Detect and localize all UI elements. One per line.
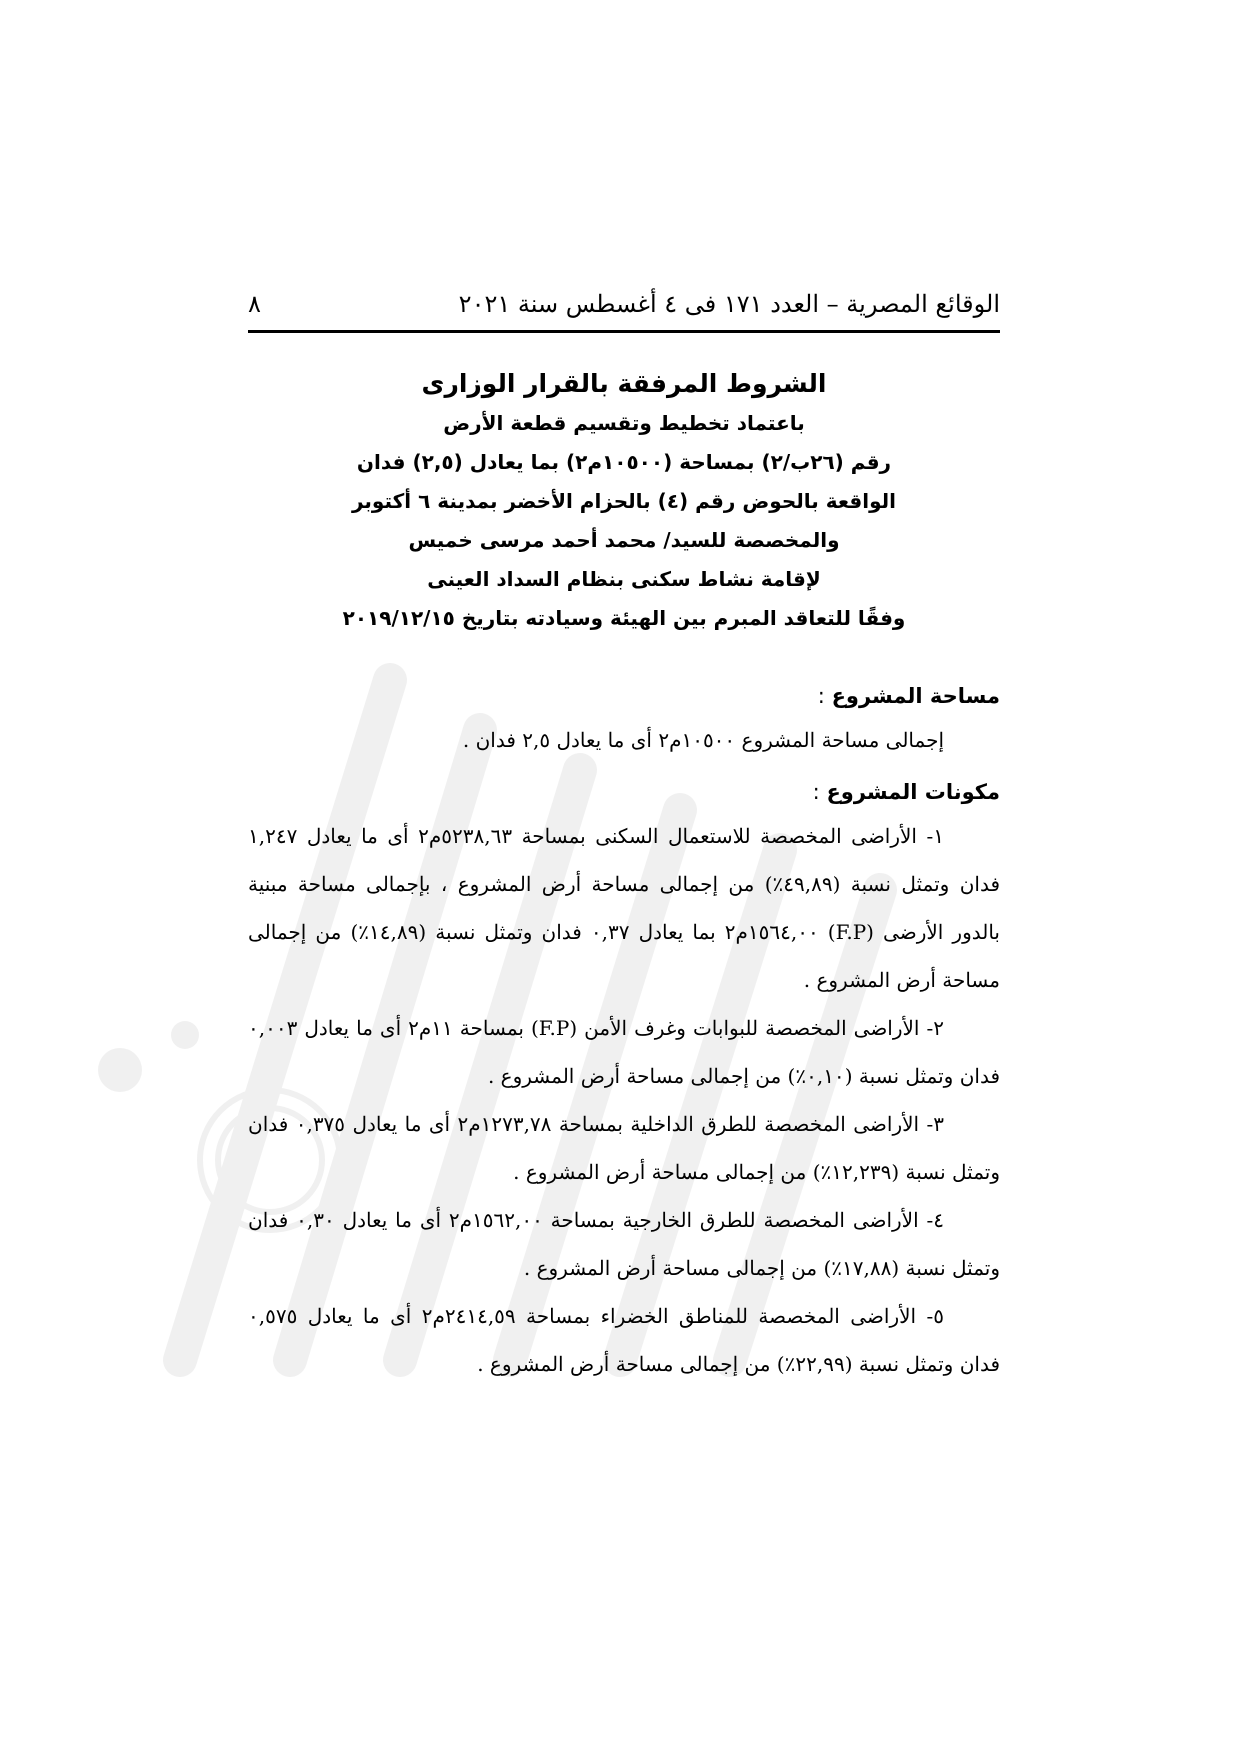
section-heading-components — [248, 772, 1000, 812]
component-paragraph: ١- الأراضى المخصصة للاستعمال السكنى بمساحة ٥٢٣٨,٦٣م٢ أى ما يعادل ١,٢٤٧ فدان وتمثل نسبة (٤٩,٨٩٪) من إجمالى مساحة أرض المشروع ، بإجمالى مساحة مبنية بالدور الأرضى (F.P) ١٥٦٤,٠٠م٢ بما يعادل ٠,٣٧ فدان وتمثل نسبة (١٤,٨٩٪) من إجمالى مساحة أرض المشروع . — [248, 824, 1001, 992]
component-paragraph: ٣- الأراضى المخصصة للطرق الداخلية بمساحة ١٢٧٣,٧٨م٢ أى ما يعادل ٠,٣٧٥ فدان وتمثل نسبة (١٢,٢٣٩٪) من إجمالى مساحة أرض المشروع . — [248, 1112, 1000, 1184]
section-heading-text: مساحة المشروع — [831, 684, 1000, 708]
area-paragraph: إجمالى مساحة المشروع ١٠٥٠٠م٢ أى ما يعادل ٢,٥ فدان . — [462, 728, 944, 752]
heading-colon: : — [812, 780, 827, 804]
title-line: باعتماد تخطيط وتقسيم قطعة الأرض — [443, 411, 805, 435]
component-paragraph: ٥- الأراضى المخصصة للمناطق الخضراء بمساحة ٢٤١٤,٥٩م٢ أى ما يعادل ٠,٥٧٥ فدان وتمثل نسبة (٢٢,٩٩٪) من إجمالى مساحة أرض المشروع . — [248, 1304, 1000, 1376]
page-header — [248, 284, 1000, 324]
document-body — [248, 676, 1000, 1388]
header-divider — [248, 330, 1000, 333]
title-line: رقم (٢٦ب/٢) بمساحة (١٠٥٠٠م٢) بما يعادل (٢,٥) فدان — [356, 450, 892, 474]
decree-title-block — [248, 364, 1000, 638]
component-paragraph: ٤- الأراضى المخصصة للطرق الخارجية بمساحة ١٥٦٢,٠٠م٢ أى ما يعادل ٠,٣٠ فدان وتمثل نسبة (١٧,٨٨٪) من إجمالى مساحة أرض المشروع . — [248, 1208, 1000, 1280]
decree-title: الشروط المرفقة بالقرار الوزارى — [421, 369, 827, 398]
component-paragraph: ٢- الأراضى المخصصة للبوابات وغرف الأمن (F.P) بمساحة ١١م٢ أى ما يعادل ٠,٠٠٣ فدان وتمثل نسبة (٠,١٠٪) من إجمالى مساحة أرض المشروع . — [248, 1016, 1000, 1088]
title-line: وفقًا للتعاقد المبرم بين الهيئة وسيادته بتاريخ ٢٠١٩/١٢/١٥ — [342, 606, 906, 630]
heading-colon: : — [817, 684, 832, 708]
gazette-title: الوقائع المصرية – العدد ١٧١ فى ٤ أغسطس سنة ٢٠٢١ — [458, 290, 1000, 318]
section-heading-text: مكونات المشروع — [826, 780, 1000, 804]
title-line: لإقامة نشاط سكنى بنظام السداد العينى — [427, 567, 821, 591]
section-heading-area — [248, 676, 1000, 716]
title-line: والمخصصة للسيد/ محمد أحمد مرسى خميس — [408, 528, 840, 552]
title-line: الواقعة بالحوض رقم (٤) بالحزام الأخضر بمدينة ٦ أكتوبر — [351, 489, 896, 513]
page-number: ٨ — [248, 290, 261, 318]
